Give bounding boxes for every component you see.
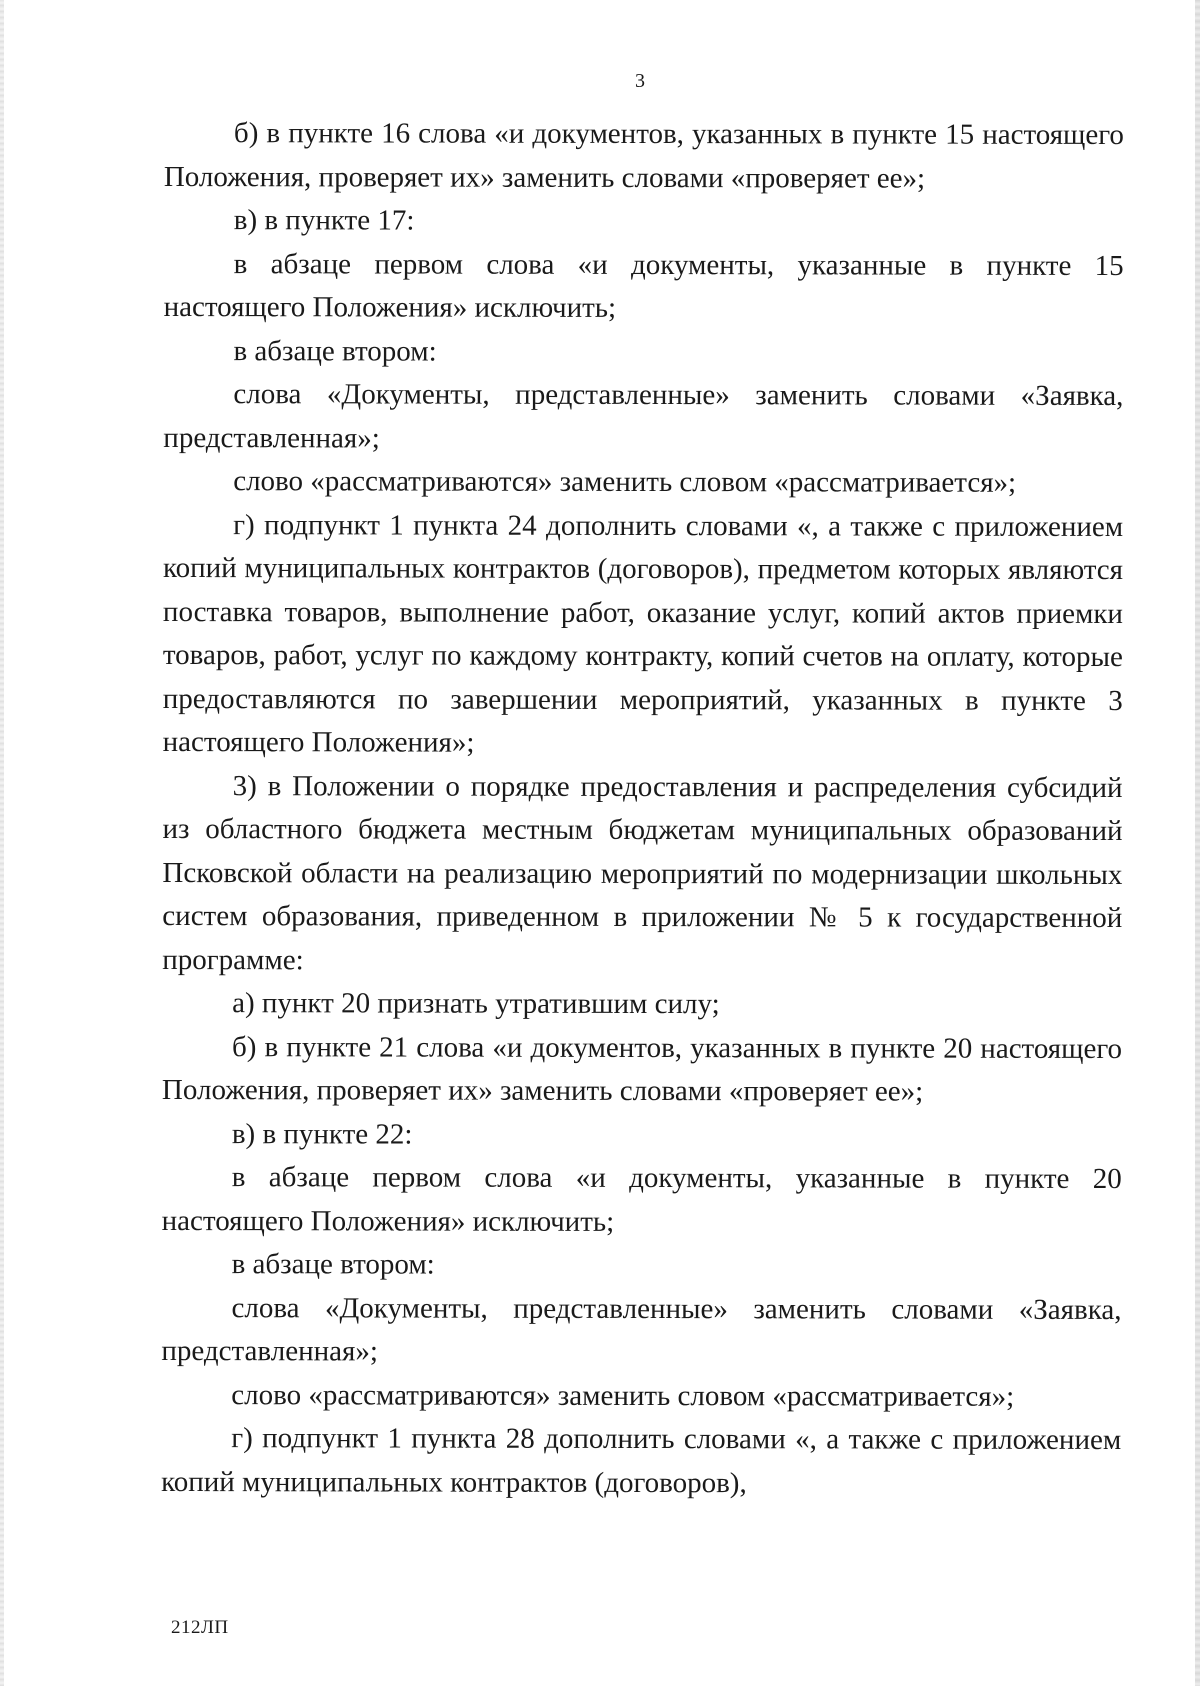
paragraph: слова «Документы, представленные» заменить словами «Заявка, представленная»; bbox=[161, 1291, 1122, 1368]
paragraph: в абзаце первом слова «и документы, указанные в пункте 20 настоящего Положения» исключить; bbox=[161, 1161, 1122, 1238]
paragraph: в) в пункте 17: bbox=[233, 204, 415, 237]
page-number: 3 bbox=[635, 70, 645, 92]
paragraph: слово «рассматриваются» заменить словом «рассматривается»; bbox=[231, 1378, 1015, 1413]
paragraph: б) в пункте 21 слова «и документов, указанных в пункте 20 настоящего Положения, проверяет их» заменить словами «проверяет ее»; bbox=[161, 1030, 1123, 1108]
paragraph: в) в пункте 22: bbox=[231, 1117, 413, 1151]
paragraph: в абзаце втором: bbox=[231, 1248, 435, 1281]
paragraph: в абзаце первом слова «и документы, указанные в пункте 15 настоящего Положения» исключить; bbox=[163, 247, 1124, 324]
paragraph: в абзаце втором: bbox=[233, 334, 437, 368]
paragraph: слово «рассматриваются» заменить словом «рассматривается»; bbox=[233, 465, 1017, 499]
scan-edge-right bbox=[1195, 0, 1200, 1686]
scan-edge-left bbox=[0, 0, 4, 1686]
paragraph: а) пункт 20 признать утратившим силу; bbox=[232, 987, 720, 1021]
document-body bbox=[161, 112, 1124, 1506]
paragraph: г) подпункт 1 пункта 28 дополнить словами «, а также с приложением копий муниципальных контрактов (договоров), bbox=[161, 1422, 1122, 1499]
paragraph: г) подпункт 1 пункта 24 дополнить словами «, а также с приложением копий муниципальных контрактов (договоров), предметом которых являются поставка товаров, выполнение работ, оказание услуг, копий актов приемки товаров, работ, услуг по каждому контракту, копий счетов на оплату, которые предоставляются по завершении мероприятий, указанных в пункте 3 настоящего Положения»; bbox=[162, 508, 1124, 759]
paragraph: 3) в Положении о порядке предоставления и распределения субсидий из областного бюджета местным бюджетам муниципальных образований Псковской области на реализацию мероприятий по модернизации школьных систем образования, приведенном в приложении № 5 к государственной программе: bbox=[162, 769, 1123, 976]
paragraph: б) в пункте 16 слова «и документов, указанных в пункте 15 настоящего Положения, проверяет их» заменить словами «проверяет ее»; bbox=[163, 117, 1124, 195]
paragraph: слова «Документы, представленные» заменить словами «Заявка, представленная»; bbox=[163, 378, 1124, 454]
document-code: 212ЛП bbox=[171, 1617, 229, 1638]
